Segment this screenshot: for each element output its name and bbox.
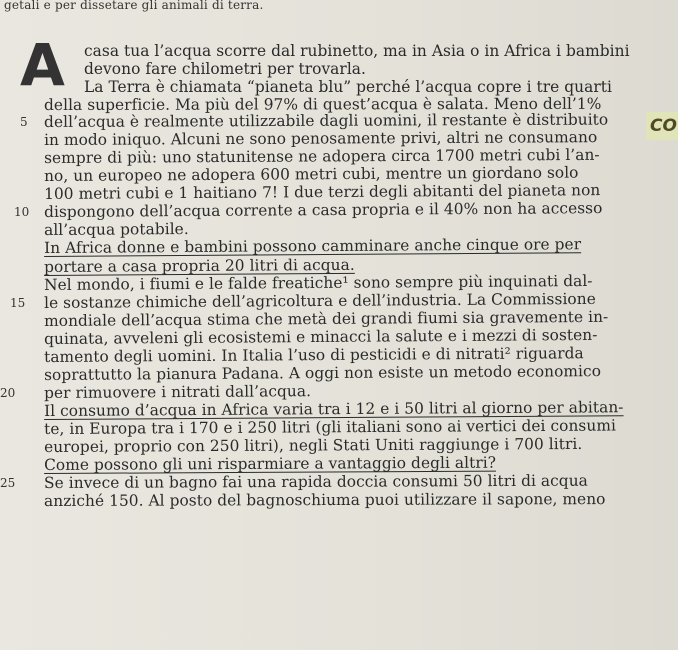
- text-line: te, in Europa tra i 170 e i 250 litri (gli italiani sono ai vertici dei consumi: [44, 416, 616, 438]
- line-number: 20: [0, 386, 16, 400]
- text-line: all’acqua potabile.: [44, 219, 189, 239]
- line-number: 10: [14, 205, 30, 219]
- text-line: Se invece di un bagno fai una rapida doccia consumi 50 litri di acqua: [44, 471, 588, 492]
- text-line: Il consumo d’acqua in Africa varia tra i 12 e i 50 litri al giorno per abitan-: [44, 398, 624, 420]
- text-line: In Africa donne e bambini possono camminare anche cinque ore per: [44, 235, 582, 257]
- text-line: soprattutto la pianura Padana. A oggi non esiste un metodo economico: [44, 362, 602, 384]
- text-line: europei, proprio con 250 litri), negli Stati Uniti raggiunge i 700 litri.: [44, 434, 583, 456]
- text-line: tamento degli uomini. In Italia l’uso di pesticidi e di nitrati² riguarda: [44, 344, 584, 366]
- text-line: per rimuovere i nitrati dall’acqua.: [44, 382, 312, 402]
- text-line: della superficie. Ma più del 97% di quest’acqua è salata. Meno dell’1%: [44, 94, 602, 114]
- text-line: Nel mondo, i fiumi e le falde freatiche¹ sono sempre più inquinati dal-: [44, 271, 593, 294]
- text-line: le sostanze chimiche dell’agricoltura e dell’industria. La Commissione: [44, 289, 596, 312]
- text-line: mondiale dell’acqua stima che metà dei grandi fiumi sia gravemente in-: [44, 307, 609, 330]
- drop-cap: A: [20, 31, 65, 99]
- text-line: Come possono gli uni risparmiare a vantaggio degli altri?: [44, 453, 497, 474]
- line-number: 15: [10, 296, 26, 310]
- side-badge: CO: [646, 112, 678, 140]
- text-line: quinata, avveleni gli ecosistemi e minacci la salute e i mezzi di sosten-: [44, 325, 598, 348]
- text-line: devono fare chilometri per trovarla.: [84, 60, 366, 78]
- text-line: 100 metri cubi e 1 haitiano 7! I due terzi degli abitanti del pianeta non: [44, 181, 601, 203]
- text-line: portare a casa propria 20 litri di acqua.: [44, 255, 355, 276]
- previous-text-fragment: getali e per dissetare gli animali di terra.: [4, 0, 264, 12]
- text-line: in modo iniquo. Alcuni ne sono penosamente privi, altri ne consumano: [44, 128, 598, 149]
- text-line: La Terra è chiamata “pianeta blu” perché l’acqua copre i tre quarti: [84, 78, 612, 96]
- line-number: 25: [0, 476, 16, 490]
- line-number: 5: [20, 115, 28, 129]
- text-line: dell’acqua è realmente utilizzabile dagli uomini, il restante è distribuito: [44, 110, 609, 131]
- text-line: anziché 150. Al posto del bagnoschiuma puoi utilizzare il sapone, meno: [44, 490, 606, 510]
- text-line: dispongono dell’acqua corrente a casa propria e il 40% non ha accesso: [44, 199, 603, 221]
- text-line: no, un europeo ne adopera 600 metri cubi, mentre un giordano solo: [44, 163, 579, 185]
- text-line: sempre di più: uno statunitense ne adopera circa 1700 metri cubi l’an-: [44, 145, 600, 167]
- text-line: casa tua l’acqua scorre dal rubinetto, ma in Asia o in Africa i bambini: [84, 42, 630, 60]
